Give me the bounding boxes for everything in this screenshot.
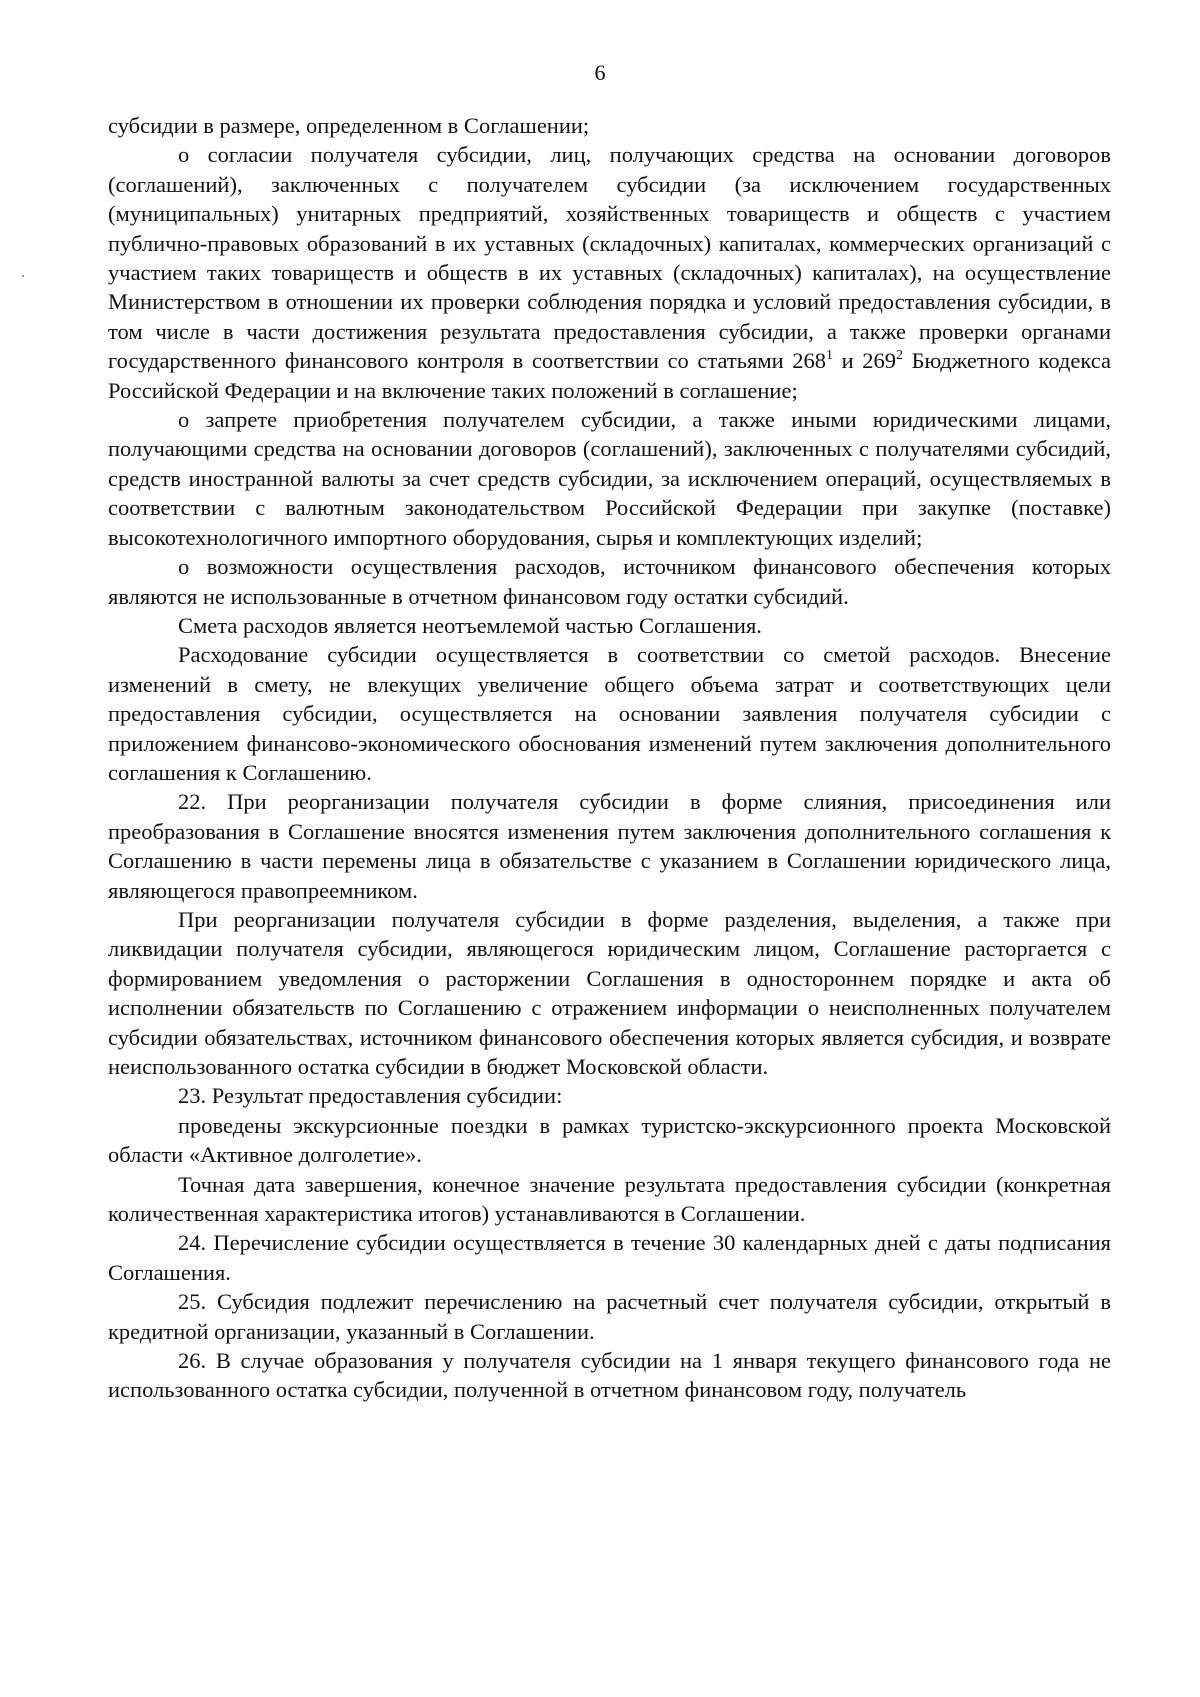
paragraph-continuation: субсидии в размере, определенном в Соглашении; [108, 113, 590, 138]
paragraph-spending: Расходование субсидии осуществляется в соответствии со сметой расходов. Внесение изменений в смету, не влекущих увеличение общего объема затрат и соответствующих цели предоставления субсидии, осуществляется на основании заявления получателя субсидии с приложением финансово-экономического обоснования изменений путем заключения дополнительного соглашения к Соглашению. [108, 642, 1111, 785]
paragraph-text: и 269 [833, 348, 897, 374]
paragraph-text: о согласии получателя субсидии, лиц, получающих средства на основании договоров (соглашений), заключенных с получателем субсидии (за исключением государственных (муниципальных) унитарных предприятий, хозяйственных товариществ и обществ с участием публично-правовых образований в их уставных (складочных) капиталах, коммерческих организаций с участием таких товариществ и обществ в их уставных (складочных) капиталах), на осуществление Министерством в отношении их проверки соблюдения порядка и условий предоставления субсидии, в том числе в части достижения результата предоставления субсидии, а также проверки органами государственного финансового контроля в соответствии со статьями 268 [108, 142, 1111, 374]
paragraph-consent-clause [108, 140, 1111, 405]
paragraph-item-23: 23. Результат предоставления субсидии: [178, 1083, 563, 1109]
superscript: 2 [896, 348, 904, 364]
paragraph-item-26: 26. В случае образования у получателя субсидии на 1 января текущего финансового года не использованного остатка субсидии, полученной в отчетном финансовом году, получатель [108, 1348, 1111, 1403]
paragraph-budget-estimate: Смета расходов является неотъемлемой частью Соглашения. [178, 612, 762, 638]
superscript: 1 [826, 348, 833, 364]
scan-speck [22, 275, 24, 277]
document-body [108, 111, 1111, 1405]
paragraph-item-24: 24. Перечисление субсидии осуществляется в течение 30 календарных дней с даты подписания Соглашения. [108, 1230, 1111, 1285]
paragraph-completion-date: Точная дата завершения, конечное значение результата предоставления субсидии (конкретная количественная характеристика итогов) устанавливаются в Соглашении. [108, 1171, 1111, 1227]
paragraph-item-25: 25. Субсидия подлежит перечислению на расчетный счет получателя субсидии, открытый в кредитной организации, указанный в Соглашении. [108, 1289, 1111, 1344]
paragraph-text: Бюджетного кодекса Российской Федерации и на включение таких положений в соглашение; [108, 348, 1111, 403]
page-number: 6 [594, 60, 606, 85]
paragraph-item-22: 22. При реорганизации получателя субсидии в форме слияния, присоединения или преобразования в Соглашение вносятся изменения путем заключения дополнительного соглашения к Соглашению в части перемены лица в обязательстве с указанием в Соглашении юридического лица, являющегося правопреемником. [108, 789, 1111, 903]
paragraph-unused-balance: о возможности осуществления расходов, источником финансового обеспечения которых являются не использованные в отчетном финансовом году остатки субсидий. [108, 554, 1111, 609]
paragraph-reorganization: При реорганизации получателя субсидии в форме разделения, выделения, а также при ликвидации получателя субсидии, являющегося юридическим лицом, Соглашение расторгается с формированием уведомления о расторжении Соглашения в одностороннем порядке и акта об исполнении обязательств по Соглашению с отражением информации о неисполненных получателем субсидии обязательствах, источником финансового обеспечения которых является субсидия, и возврате неиспользованного остатка субсидии в бюджет Московской области. [108, 906, 1111, 1079]
paragraph-currency-ban: о запрете приобретения получателем субсидии, а также иными юридическими лицами, получающими средства на основании договоров (соглашений), заключенных с получателями субсидий, средств иностранной валюты за счет средств субсидии, за исключением операций, осуществляемых в соответствии с валютным законодательством Российской Федерации при закупке (поставке) высокотехнологичного импортного оборудования, сырья и комплектующих изделий; [108, 407, 1111, 550]
paragraph-result: проведены экскурсионные поездки в рамках туристско-экскурсионного проекта Московской области «Активное долголетие». [108, 1112, 1111, 1168]
